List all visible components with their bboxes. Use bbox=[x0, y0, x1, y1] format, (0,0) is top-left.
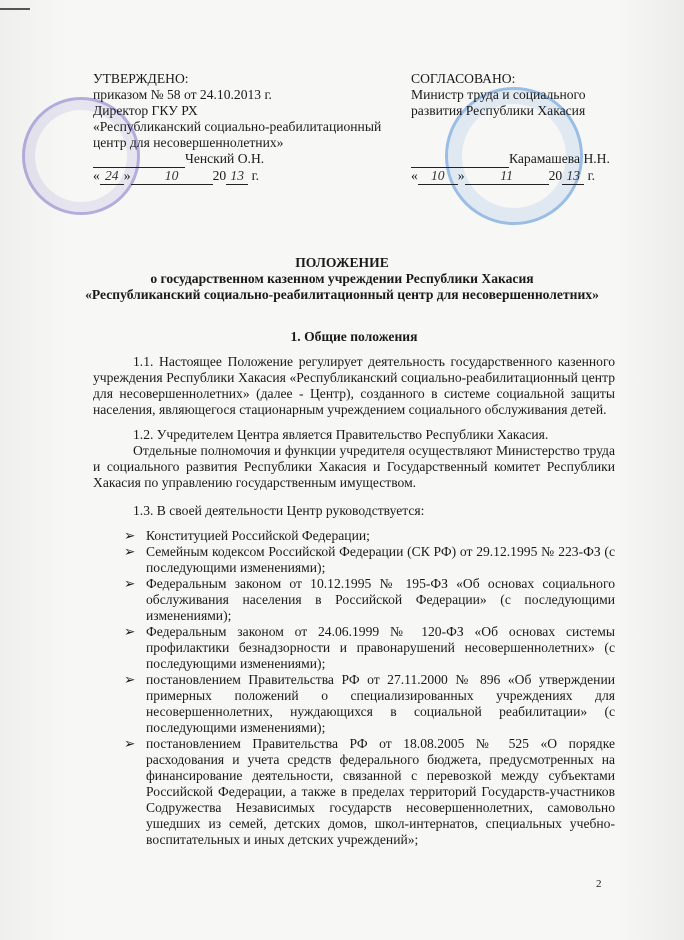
page-number: 2 bbox=[596, 878, 602, 890]
section-heading: 1. Общие положения bbox=[290, 329, 418, 344]
approval-position: Директор ГКУ РХ bbox=[93, 103, 198, 118]
document-title: ПОЛОЖЕНИЕ bbox=[295, 255, 389, 270]
document-subtitle: о государственном казенном учреждении Республики Хакасия bbox=[150, 271, 534, 286]
agreement-position: Министр труда и социального bbox=[411, 87, 586, 102]
list-item-text: Федеральным законом от 10.12.1995 № 195-ФЗ «Об основах социального обслуживания населения в Российской Федерации» (с последующими изменениями); bbox=[146, 576, 615, 623]
agreement-position: развития Республики Хакасия bbox=[411, 103, 586, 118]
list-item bbox=[124, 736, 615, 848]
approval-label: УТВЕРЖДЕНО: bbox=[93, 71, 189, 86]
list-item bbox=[124, 624, 615, 672]
list-item bbox=[124, 528, 615, 544]
paragraph: 1.2. Учредителем Центра является Правительство Республики Хакасия. bbox=[133, 427, 549, 442]
arrow-bullet-icon: ➢ bbox=[124, 736, 136, 751]
agreement-year: 13 bbox=[562, 168, 584, 185]
agreement-block: СОГЛАСОВАНО: Министр труда и социального развития Республики Хакасия Карамашева Н.Н. « 10 » 11 20 13 г. bbox=[411, 71, 610, 183]
list-item-text: Семейным кодексом Российской Федерации (СК РФ) от 29.12.1995 № 223-ФЗ (с последующими изменениями); bbox=[146, 544, 615, 575]
agreement-day: 10 bbox=[418, 168, 458, 185]
paragraph: Отдельные полномочия и функции учредителя осуществляют Министерство труда и социального развития Республики Хакасия и Государственный комитет Республики Хакасия по управлению государственным имуществом. bbox=[93, 443, 615, 490]
approval-month: 10 bbox=[131, 168, 213, 185]
approval-block: УТВЕРЖДЕНО: приказом № 58 от 24.10.2013 г. Директор ГКУ РХ «Республиканский социально-реабилитационный центр для несовершеннолетних» Ченский О.Н. « 24 » 10 20 13 г. bbox=[93, 71, 382, 183]
arrow-bullet-icon: ➢ bbox=[124, 576, 136, 591]
arrow-bullet-icon: ➢ bbox=[124, 528, 136, 543]
list-item bbox=[124, 672, 615, 736]
agreement-label: СОГЛАСОВАНО: bbox=[411, 71, 516, 86]
list-item bbox=[124, 576, 615, 624]
page-corner-mark bbox=[0, 8, 30, 10]
approval-year: 13 bbox=[226, 168, 248, 185]
list-item-text: Федеральным законом от 24.06.1999 № 120-ФЗ «Об основах системы профилактики безнадзорности и правонарушений несовершеннолетних» (с последующими изменениями); bbox=[146, 624, 615, 671]
paragraph: 1.1. Настоящее Положение регулирует деятельность государственного казенного учреждения Республики Хакасия «Республиканский социально-реабилитационный центр для несовершеннолетних» (далее - Центр), созданного в системе социальной защиты населения, являющегося стационарным учреждением социального обслуживания детей. bbox=[93, 354, 615, 417]
list-item-text: Конституцией Российской Федерации; bbox=[146, 528, 370, 543]
list-item-text: постановлением Правительства РФ от 27.11.2000 № 896 «Об утверждении примерных положений о специализированных учреждениях для несовершеннолетних, нуждающихся в социальной реабилитации» (с последующими изменениями); bbox=[146, 672, 615, 735]
document-subtitle: «Республиканский социально-реабилитационный центр для несовершеннолетних» bbox=[85, 287, 599, 302]
approval-org-line: центр для несовершеннолетних» bbox=[93, 135, 284, 150]
list-item bbox=[124, 544, 615, 576]
agreement-name: Карамашева Н.Н. bbox=[509, 151, 610, 166]
approval-name: Ченский О.Н. bbox=[185, 151, 265, 166]
year-prefix: 20 bbox=[212, 168, 227, 183]
approval-org-line: «Республиканский социально-реабилитационный bbox=[93, 119, 382, 134]
legal-basis-list bbox=[93, 528, 615, 848]
approval-order: приказом № 58 от 24.10.2013 г. bbox=[93, 87, 272, 102]
arrow-bullet-icon: ➢ bbox=[124, 544, 136, 559]
approval-day: 24 bbox=[100, 168, 124, 185]
arrow-bullet-icon: ➢ bbox=[124, 672, 136, 687]
year-tail: г. bbox=[251, 168, 260, 183]
year-tail: г. bbox=[587, 168, 596, 183]
paragraph: 1.3. В своей деятельности Центр руководствуется: bbox=[133, 503, 425, 518]
year-prefix: 20 bbox=[548, 168, 563, 183]
document-body bbox=[93, 329, 615, 848]
agreement-month: 11 bbox=[465, 168, 549, 185]
arrow-bullet-icon: ➢ bbox=[124, 624, 136, 639]
list-item-text: постановлением Правительства РФ от 18.08.2005 № 525 «О порядке расходования и учета средств федерального бюджета, предусмотренных на финансирование деятельности, связанной с перевозкой между субъектами Российской Федерации, а также в пределах территорий Государств-участников Содружества Независимых государств несовершеннолетних, самовольно ушедших из семей, детских домов, школ-интернатов, специальных учебно-воспитательных и иных детских учреждений»; bbox=[146, 736, 615, 847]
